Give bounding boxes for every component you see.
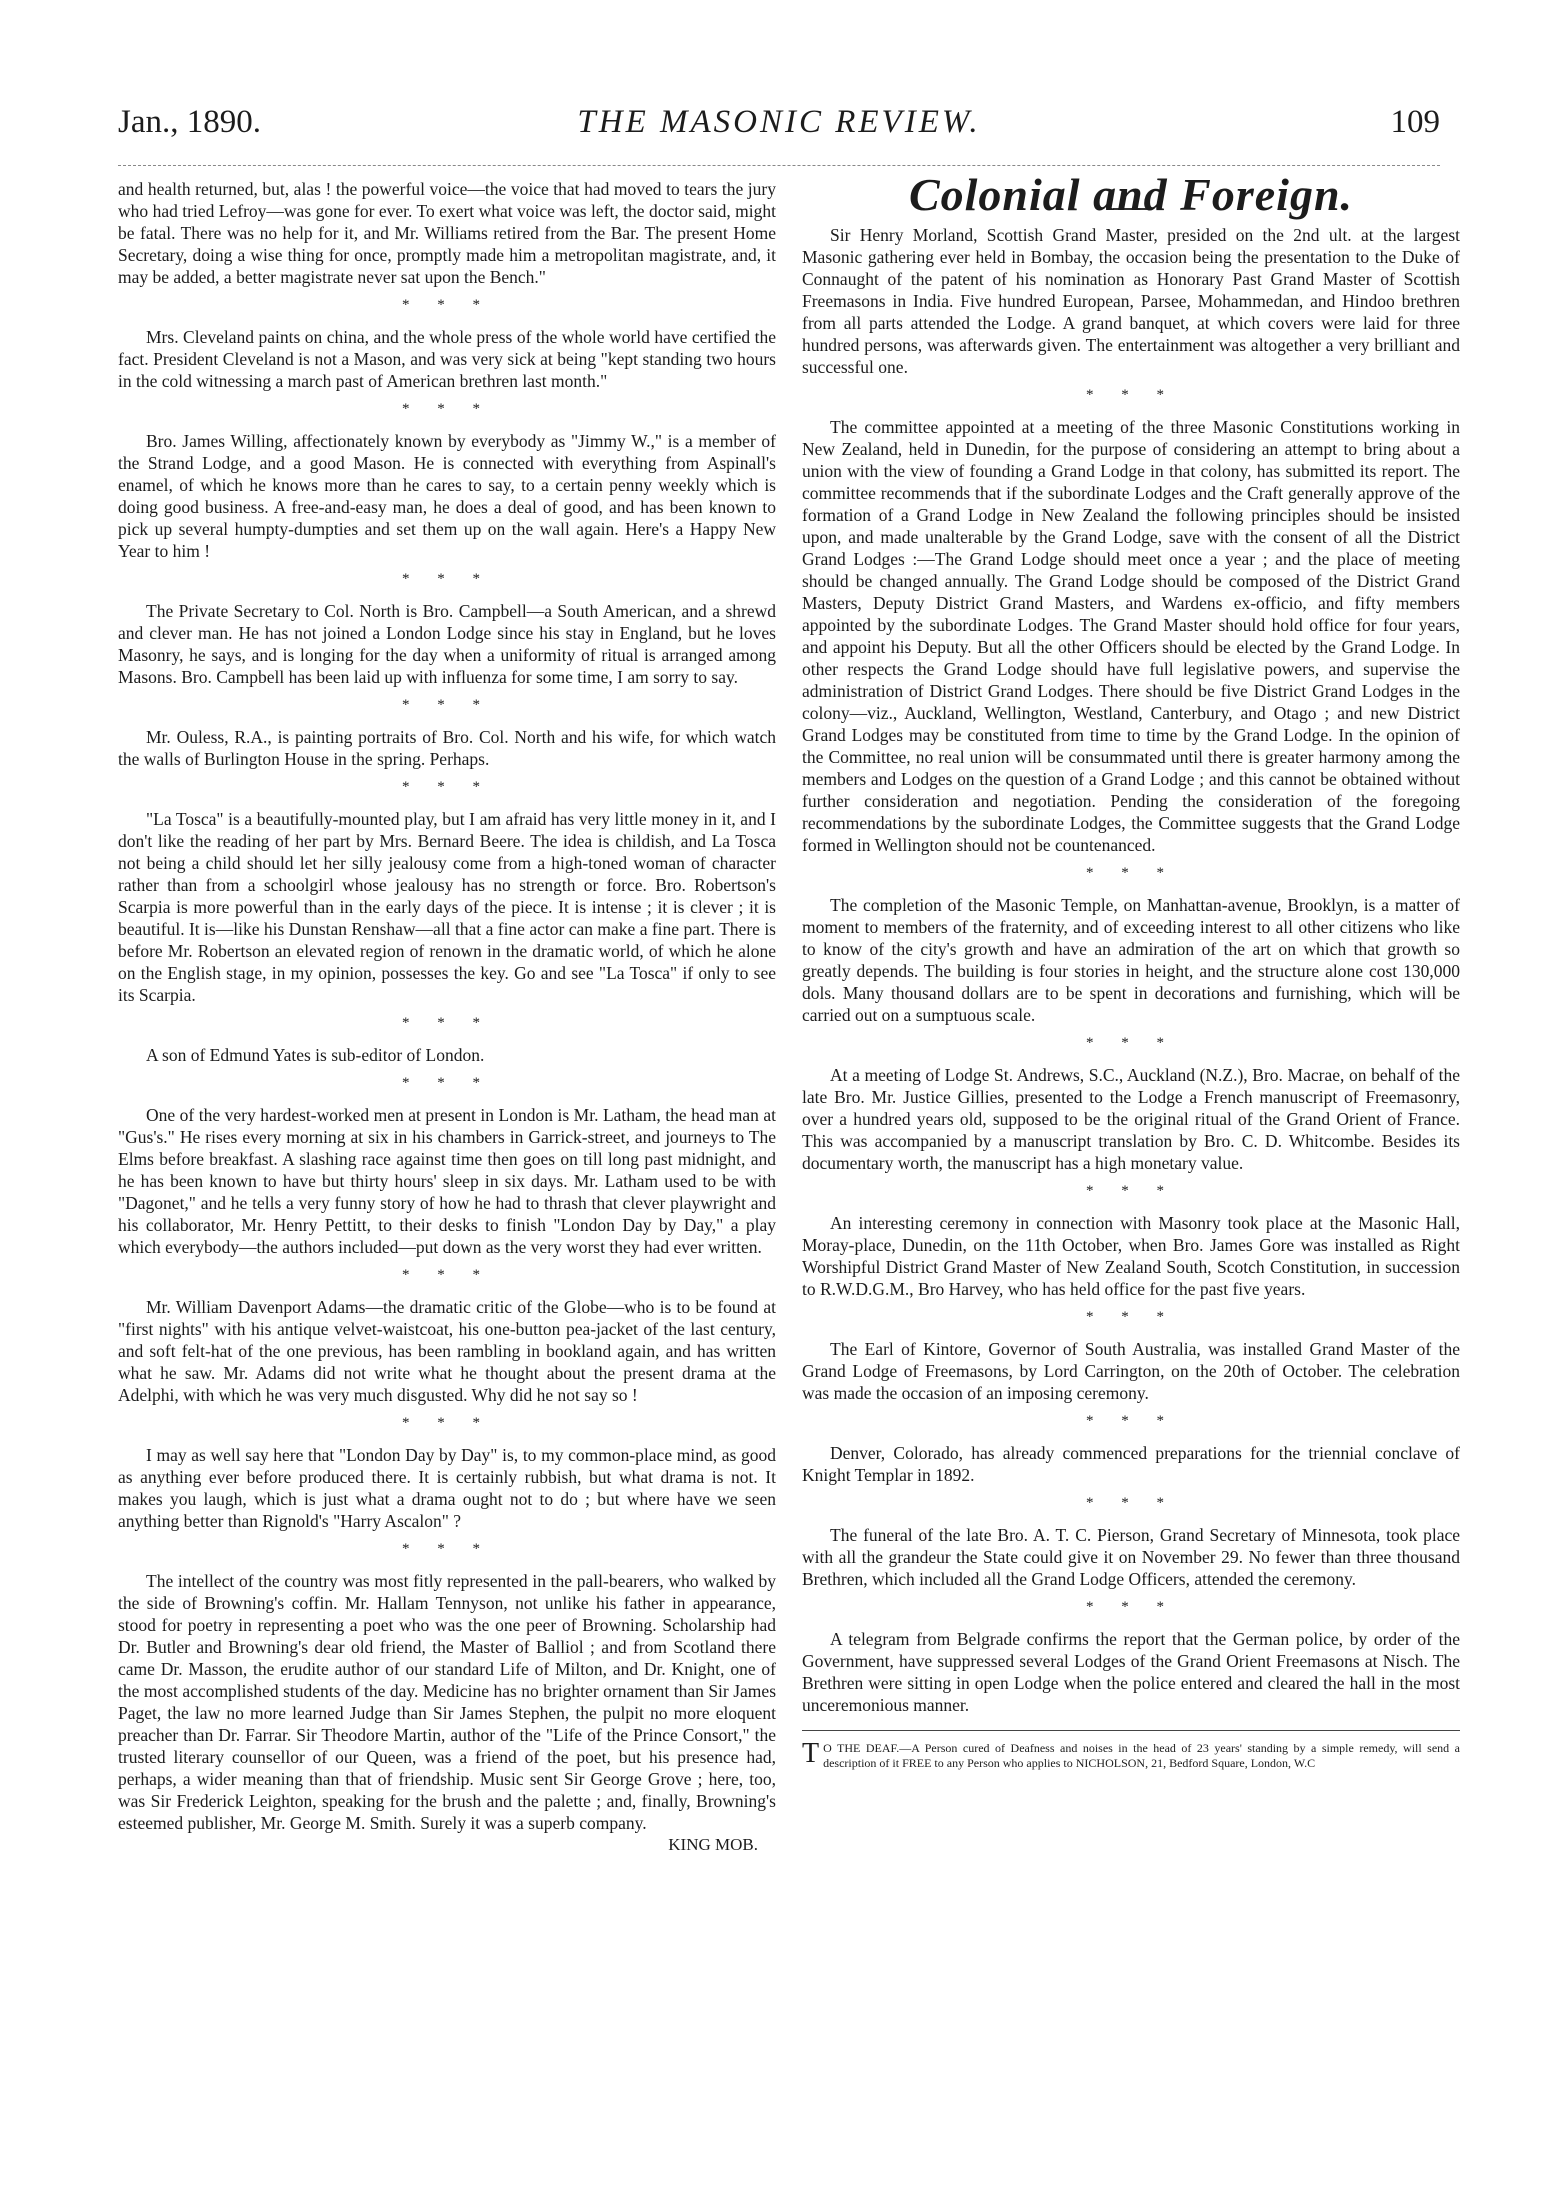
notice-rule <box>802 1730 1460 1731</box>
notice-text: O THE DEAF.—A Person cured of Deafness and noises in the head of 23 years' standing by a simple remedy, will send a description of it FREE to any Person who applies to NICHOLSON, 21, Bedford Square, London, W.C <box>823 1741 1460 1770</box>
paragraph: A son of Edmund Yates is sub-editor of London. <box>146 1045 485 1065</box>
paragraph: Sir Henry Morland, Scottish Grand Master, presided on the 2nd ult. at the largest Masonic gathering ever held in Bombay, the occasion being the presentation to the Duke of Connaught of the patent of his nomination as Honorary Past Grand Master of Scottish Freemasons in India. Five hundred European, Parsee, Mohammedan, and Hindoo brethren from all parts attended the Lodge. A grand banquet, at which covers were laid for three hundred persons, was afterwards given. The entertainment was altogether a very brilliant and successful one. <box>802 225 1460 377</box>
section-separator: * * * <box>1086 387 1176 403</box>
section-separator: * * * <box>1086 1309 1176 1325</box>
paragraph: A telegram from Belgrade confirms the report that the German police, by order of the Government, have suppressed several Lodges of the Grand Orient Freemasons at Nisch. The Brethren were sitting in open Lodge when the police entered and cleared the hall in the most unceremonious manner. <box>802 1629 1460 1715</box>
paragraph: The funeral of the late Bro. A. T. C. Pierson, Grand Secretary of Minnesota, took place with all the grandeur the State could give it on November 29. No fewer than three thousand Brethren, which included all the Grand Lodge Officers, attended the ceremony. <box>802 1525 1460 1589</box>
left-column <box>118 178 776 1856</box>
paragraph: "La Tosca" is a beautifully-mounted play, but I am afraid has very little money in it, and I don't like the reading of her part by Mrs. Bernard Beere. The idea is childish, and La Tosca not being a child should let her silly jealousy come from a high-toned woman of character rather than from a schoolgirl whose jealousy has no strength or force. Bro. Robertson's Scarpia is more powerful than in the early days of the piece. It is intense ; it is clever ; it is beautiful. It is—like his Dunstan Renshaw—all that a fine actor can make a fine part. There is before Mr. Robertson an elevated region of renown in the dramatic world, of which he alone on the English stage, in my opinion, possesses the key. Go and see "La Tosca" if only to see its Scarpia. <box>118 809 776 1005</box>
paragraph: and health returned, but, alas ! the powerful voice—the voice that had moved to tears the jury who had tried Lefroy—was gone for ever. To exert what voice was left, the doctor said, might be fatal. There was no help for it, and Mr. Williams retired from the Bar. The present Home Secretary, doing a wise thing for once, promptly made him a metropolitan magistrate, and, it may be added, a better magistrate never sat upon the Bench." <box>118 179 776 287</box>
issue-date: Jan., 1890. <box>118 104 261 140</box>
section-separator: * * * <box>402 297 492 313</box>
paragraph: Mr. Ouless, R.A., is painting portraits of Bro. Col. North and his wife, for which watch the walls of Burlington House in the spring. Perhaps. <box>118 727 776 769</box>
section-separator: * * * <box>402 1541 492 1557</box>
paragraph: The Earl of Kintore, Governor of South Australia, was installed Grand Master of the Grand Lodge of Freemasons, by Lord Carrington, on the 20th of October. The celebration was made the occasion of an imposing ceremony. <box>802 1339 1460 1403</box>
section-title: Colonial and Foreign. <box>908 169 1354 220</box>
paragraph: The committee appointed at a meeting of the three Masonic Constitutions working in New Zealand, held in Dunedin, for the purpose of considering an attempt to bring about a union with the view of founding a Grand Lodge in that colony, has submitted its report. The committee recommends that if the subordinate Lodges and the Craft generally approve of the formation of a Grand Lodge in New Zealand the following principles should be insisted upon, and made unalterable by the Grand Lodge, save with the consent of all the District Grand Lodges :—The Grand Lodge should meet once a year ; and the place of meeting should be changed annually. The Grand Lodge should be composed of the District Grand Masters, Deputy District Grand Masters, and Wardens ex-officio, and fifty members appointed by the subordinate Lodges. The Grand Master should hold office for four years, and appoint his Deputy. But all the other Officers should be elected by the Grand Lodge. In other respects the Grand Lodge should have full legislative powers, and supervise the administration of District Grand Lodges. There should be five District Grand Lodges in the colony—viz., Auckland, Wellington, Westland, Canterbury, and Otago ; and new District Grand Lodges may be constituted from time to time by the Grand Lodge. In the opinion of the Committee, no real union will be consummated until there is greater harmony among the members and Lodges on the question of a Grand Lodge ; and this cannot be obtained without further consideration and negotiation. Pending the consideration of the foregoing recommendations by the subordinate Lodges, the Committee suggests that the Grand Lodge formed in Wellington should not be countenanced. <box>802 417 1460 855</box>
header-rule <box>118 165 1440 166</box>
section-separator: * * * <box>402 571 492 587</box>
paragraph: Denver, Colorado, has already commenced preparations for the triennial conclave of Knight Templar in 1892. <box>802 1443 1460 1485</box>
section-separator: * * * <box>1086 1035 1176 1051</box>
paragraph: Bro. James Willing, affectionately known by everybody as "Jimmy W.," is a member of the Strand Lodge, and a good Mason. He is connected with everything from Aspinall's enamel, of which he knows more than he cares to say, to a certain penny weekly which is doing good business. A free-and-easy man, he does a deal of good, and has been known to pick up several humpty-dumpties and set them up on the wall again. Here's a Happy New Year to him ! <box>118 431 776 561</box>
journal-title: THE MASONIC REVIEW. <box>577 104 981 140</box>
section-separator: * * * <box>402 1075 492 1091</box>
advertisement-notice <box>802 1738 1460 1771</box>
section-separator: * * * <box>402 1267 492 1283</box>
section-separator: * * * <box>402 1415 492 1431</box>
paragraph: The intellect of the country was most fitly represented in the pall-bearers, who walked by the side of Browning's coffin. Mr. Hallam Tennyson, not unlike his father in appearance, stood for poetry in representing a poet who was the one peer of Browning. Scholarship had Dr. Butler and Browning's dear old friend, the Master of Balliol ; and from Scotland there came Dr. Masson, the erudite author of our standard Life of Milton, and Dr. Knight, one of the most accomplished students of the day. Medicine has no brighter ornament than Sir James Paget, the law no more learned Judge than Sir James Stephen, the pulpit no more eloquent preacher than Dr. Farrar. Sir Theodore Martin, author of the "Life of the Prince Consort," the trusted literary counsellor of our Queen, was a friend of the poet, but his presence had, perhaps, a wider meaning than that of friendship. Music sent Sir George Grove ; here, too, was Sir Frederick Leighton, speaking for the brush and the palette ; and, finally, Browning's esteemed publisher, Mr. George M. Smith. Surely it was a superb company. <box>118 1571 776 1833</box>
section-separator: * * * <box>1086 1495 1176 1511</box>
section-separator: * * * <box>402 1015 492 1031</box>
section-separator: * * * <box>1086 1413 1176 1429</box>
page-header <box>118 104 1440 166</box>
page-number: 109 <box>1390 104 1440 140</box>
section-separator: * * * <box>402 779 492 795</box>
section-separator: * * * <box>1086 865 1176 881</box>
paragraph: I may as well say here that "London Day by Day" is, to my common-place mind, as good as anything ever before produced there. It is certainly rubbish, but what drama is not. It makes you laugh, which is just what a drama ought not to do ; but where have we seen anything better than Rignold's "Harry Ascalon" ? <box>118 1445 776 1531</box>
section-separator: * * * <box>402 697 492 713</box>
section-separator: * * * <box>1086 1183 1176 1199</box>
notice-initial: T <box>802 1738 820 1769</box>
paragraph: At a meeting of Lodge St. Andrews, S.C., Auckland (N.Z.), Bro. Macrae, on behalf of the late Bro. Mr. Justice Gillies, presented to the Lodge a French manuscript of Freemasonry, over a hundred years old, supposed to be the original ritual of the Grand Orient of France. This was accompanied by a manuscript translation by Bro. C. D. Whitcombe. Besides its documentary worth, the manuscript has a high monetary value. <box>802 1065 1460 1173</box>
paragraph: The Private Secretary to Col. North is Bro. Campbell—a South American, and a shrewd and clever man. He has not joined a London Lodge since his stay in England, but he loves Masonry, he says, and is longing for the day when a uniformity of ritual is arranged among Masons. Bro. Campbell has been laid up with influenza for some time, I am sorry to say. <box>118 601 776 687</box>
paragraph: Mr. William Davenport Adams—the dramatic critic of the Globe—who is to be found at "first nights" with his antique velvet-waistcoat, his one-button pea-jacket of the last century, and soft felt-hat of the one previous, has been rambling in bookland again, and has written what he saw. Mr. Adams did not write what he thought about the present drama at the Adelphi, with which he was very much disgusted. Why did he not say so ! <box>118 1297 776 1405</box>
section-separator: * * * <box>402 401 492 417</box>
paragraph: An interesting ceremony in connection with Masonry took place at the Masonic Hall, Moray-place, Dunedin, on the 11th October, when Bro. James Gore was installed as Right Worshipful District Grand Master of New Zealand South, Scotch Constitution, in succession to R.W.D.G.M., Bro Harvey, who has held office for the past five years. <box>802 1213 1460 1299</box>
paragraph: One of the very hardest-worked men at present in London is Mr. Latham, the head man at "Gus's." He rises every morning at six in his chambers in Garrick-street, and journeys to The Elms before breakfast. A slashing race against time then goes on till long past midnight, and he has been known to have but thirty hours' sleep in six days. Mr. Latham used to be with "Dagonet," and he tells a very funny story of how he had to thrash that clever playwright and his collaborator, Mr. Henry Pettitt, to their desks to finish "London Day by Day," a play which everybody—the authors included—put down as the very worst they had ever written. <box>118 1105 776 1257</box>
paragraph: The completion of the Masonic Temple, on Manhattan-avenue, Brooklyn, is a matter of moment to members of the fraternity, and of exceeding interest to all other citizens who like to know of the city's growth and have an admiration of the art on which that growth so greatly depends. The building is four stories in height, and the structure alone cost 130,000 dols. Many thousand dollars are to be spent in decorations and furnishing, which will be carried out on a sumptuous scale. <box>802 895 1460 1025</box>
right-column <box>802 169 1460 1771</box>
paragraph: Mrs. Cleveland paints on china, and the whole press of the whole world have certified the fact. President Cleveland is not a Mason, and was very sick at being "kept standing two hours in the cold witnessing a march past of American brethren last month." <box>118 327 776 391</box>
author-signoff: KING MOB. <box>668 1835 758 1854</box>
section-separator: * * * <box>1086 1599 1176 1615</box>
